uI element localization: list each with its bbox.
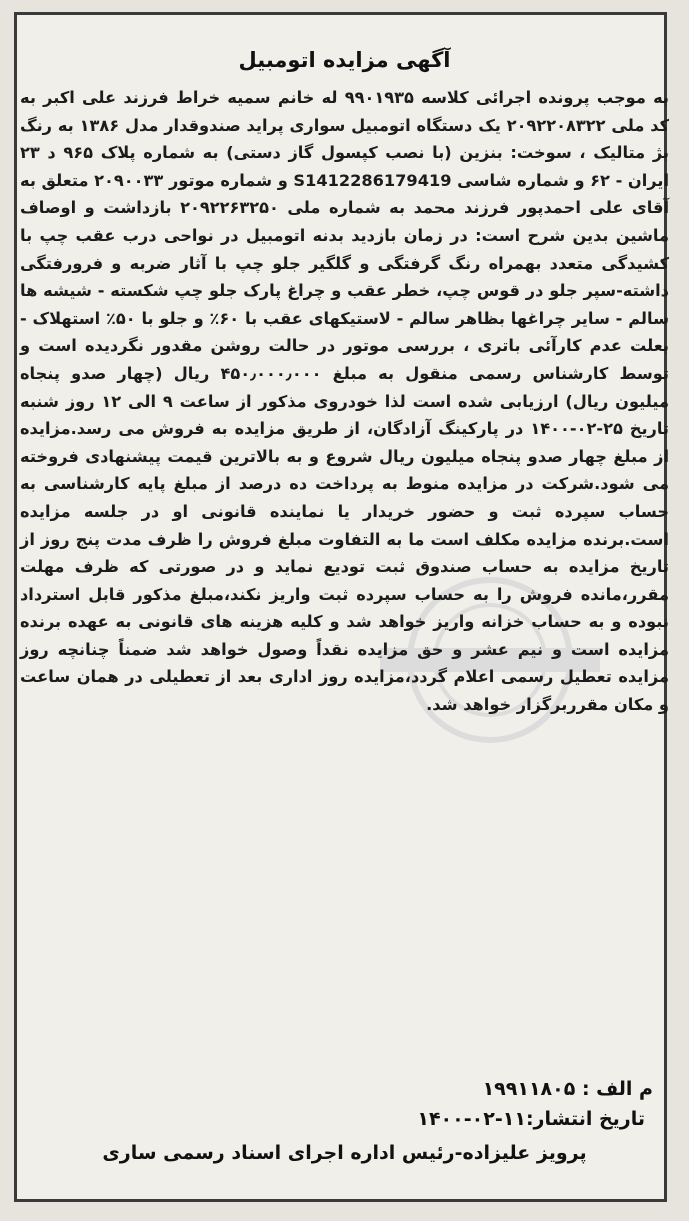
notice-body: به موجب پرونده اجرائی کلاسه ۹۹۰۱۹۳۵ له خانم سمیه خراط فرزند علی اکبر به کد ملی ۲۰۹۲۲۰۸۳۲۲ یک دستگاه اتومبیل سواری پراید صندوقدار مدل ۱۳۸۶ به رنگ بژ متالیک ، سوخت: بنزین (با نصب کپسول گاز دستی) به شماره پلاک ۹۶۵ د ۲۳ ایران - ۶۲ و شماره شاسی S1412286179419 و شماره موتور ۲۰۹۰۰۳۳ متعلق به آقای علی احمدپور فرزند محمد به شماره ملی ۲۰۹۲۲۶۳۲۵۰ بازداشت و اوصاف ماشین بدین شرح است: در زمان بازدید بدنه اتومبیل در نواحی درب عقب چپ با کشیدگی متعدد بهمراه رنگ گرفتگی و گلگیر جلو چپ با آثار ضربه و فرورفتگی داشته-سپر جلو در قوس چپ، خطر عقب و چراغ پارک جلو چپ شکسته - شیشه ها سالم - سایر چراغها بظاهر سالم - لاستیکهای عقب با ۶۰٪ و جلو با ۵۰٪ استهلاک - بعلت عدم کارآئی باتری ، بررسی موتور در حالت روشن مقدور نگردیده است و توسط کارشناس رسمی منقول به مبلغ ۴۵۰٫۰۰۰٫۰۰۰ ریال (چهار صدو پنجاه میلیون ریال) ارزیابی شده است لذا خودروی مذکور از ساعت ۹ الی ۱۲ روز شنبه تاریخ ۲۵-۰۲-۱۴۰۰ در پارکینگ آزادگان، از طریق مزایده به فروش می رسد.مزایده از مبلغ چهار صدو پنجاه میلیون ریال شروع و به بالاترین قیمت پیشنهادی فروخته می شود.شرکت در مزایده منوط به پرداخت ده درصد از مبلغ پایه کارشناسی به حساب سپرده ثبت و حضور خریدار یا نماینده قانونی او در جلسه مزایده است.برنده مزایده مکلف است ما به التفاوت مبلغ فروش را ظرف مدت پنج روز از تاریخ مزایده به حساب صندوق ثبت تودیع نماید و در صورتی که ظرف مهلت مقرر،مانده فروش را به حساب سپرده ثبت واریز نکند،مبلغ مذکور قابل استرداد نبوده و به حساب خزانه واریز خواهد شد و کلیه هزینه های قانونی به عهده برنده مزایده است و نیم عشر و حق مزایده نقداً وصول خواهد شد ضمناً چنانچه روز مزایده تعطیل رسمی اعلام گردد،مزایده روز اداری بعد از تعطیلی در همان ساعت و مکان مقرربرگزار خواهد شد. [20, 88, 670, 715]
reference-number: م الف : ۱۹۹۱۱۸۰۵ [482, 1078, 653, 1100]
signature-line: پرویز علیزاده-رئیس اداره اجرای اسناد رسمی ساری [102, 1142, 587, 1164]
publication-date: تاریخ انتشار:۱۱-۰۲-۱۴۰۰ [417, 1108, 645, 1130]
notice-title: آگهی مزایده اتومبیل [238, 48, 451, 72]
